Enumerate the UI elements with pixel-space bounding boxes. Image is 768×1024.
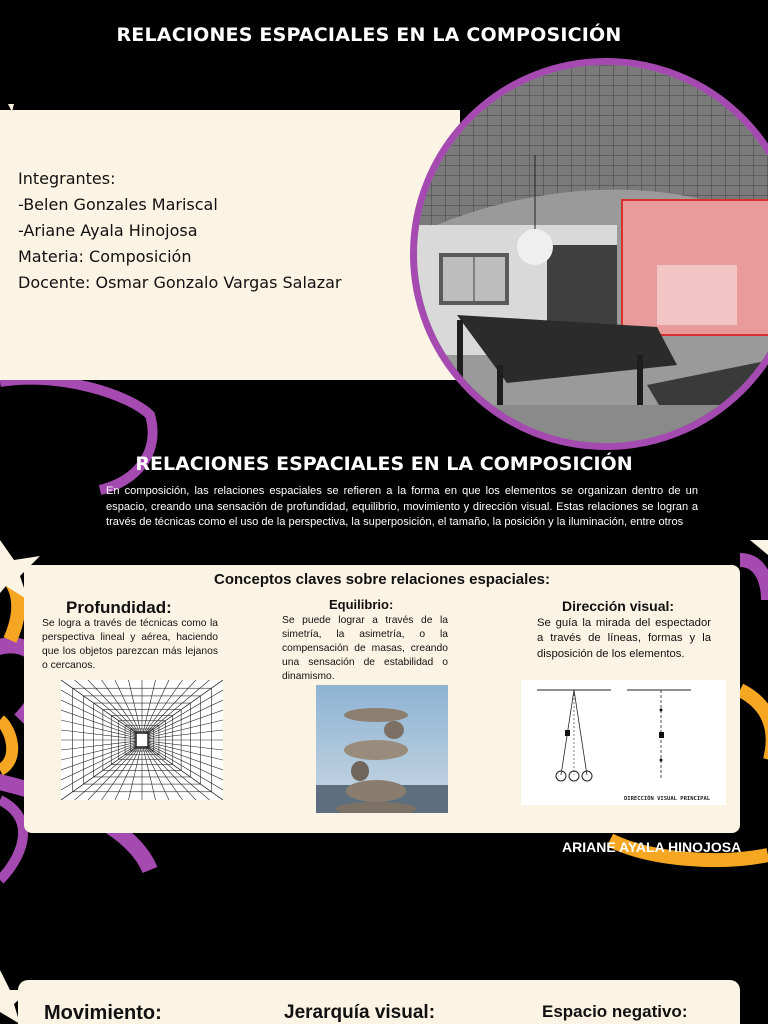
heading-negative-space: Espacio negativo:	[542, 1002, 688, 1021]
concept-title-depth: Profundidad:	[66, 598, 172, 617]
visual-direction-diagram	[521, 680, 726, 805]
teacher-line: Docente: Osmar Gonzalo Vargas Salazar	[18, 273, 342, 292]
intro-paragraph: En composición, las relaciones espaciales se refieren a la forma en que los elementos se organizan dentro de un espacio, creando una sensación de profundidad, equilibrio, movimiento y dirección visual. Estas relaciones se logran a través de técnicas como el uso de la perspectiva, la superposición, el tamaño, la posición y la iluminación, entre otros	[106, 485, 698, 529]
concepts-card	[24, 565, 740, 833]
members-block	[18, 166, 438, 296]
concept-text-balance: Se puede lograr a través de la simetría, la asimetría, o la compensación de masas, creando una sensación de estabilidad o dinamismo.	[282, 615, 448, 682]
perspective-grid-image	[61, 680, 223, 800]
slide3-card	[18, 980, 740, 1024]
balanced-stones-photo	[316, 685, 448, 813]
vaulted-room-photo	[410, 58, 768, 450]
members-heading: Integrantes:	[18, 169, 116, 188]
slide1-title: RELACIONES ESPACIALES EN LA COMPOSICIÓN	[116, 24, 622, 46]
concept-text-direction: Se guía la mirada del espectador a través de líneas, formas y la disposición de los elementos.	[537, 617, 711, 660]
heading-hierarchy: Jerarquía visual:	[284, 1002, 436, 1023]
author-name: ARIANE AYALA HINOJOSA	[562, 839, 742, 855]
member-line: -Ariane Ayala Hinojosa	[18, 221, 198, 240]
member-line: -Belen Gonzales Mariscal	[18, 195, 218, 214]
card-title: Conceptos claves sobre relaciones espaciales:	[214, 571, 550, 588]
slide2-title: RELACIONES ESPACIALES EN LA COMPOSICIÓN	[135, 453, 633, 475]
concept-title-direction: Dirección visual:	[562, 598, 675, 614]
subject-line: Materia: Composición	[18, 247, 192, 266]
diagram-caption: DIRECCIÓN VISUAL PRINCIPAL	[624, 796, 711, 802]
heading-movement: Movimiento:	[44, 1002, 162, 1024]
concept-text-depth: Se logra a través de técnicas como la perspectiva lineal y aérea, haciendo que los objetos parezcan más lejanos o cercanos.	[42, 618, 218, 671]
concept-title-balance: Equilibrio:	[329, 597, 394, 612]
